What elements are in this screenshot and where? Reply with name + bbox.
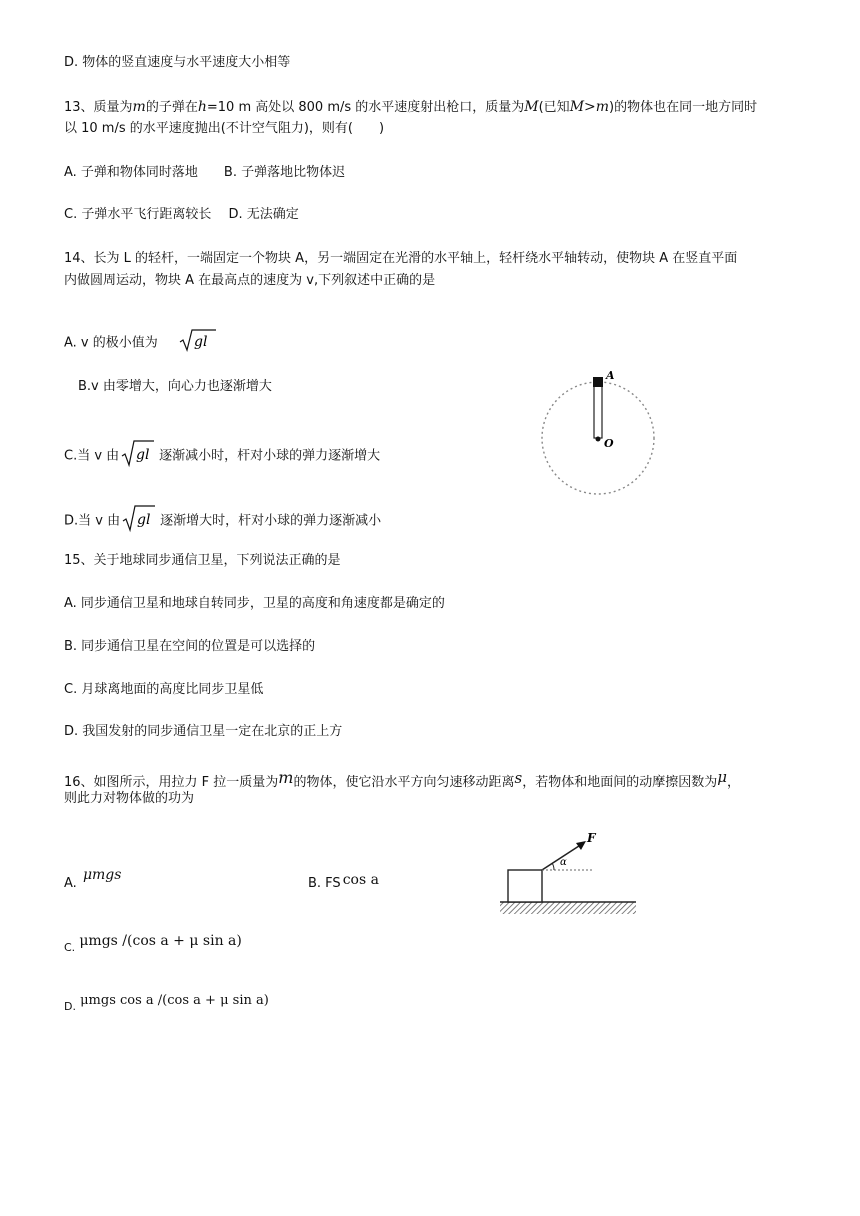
q16-option-c-label: C. [64, 941, 76, 954]
q16-option-c-expr: μmgs /(cos a + μ sin a) [79, 933, 242, 949]
q16-option-b-expr: cos a [342, 872, 379, 888]
q15-option-a: A. 同步通信卫星和地球自转同步，卫星的高度和角速度都是确定的 [64, 596, 445, 611]
sqrt-gl-expression [178, 327, 218, 359]
ground-hatching [500, 902, 636, 914]
label-o: O [604, 437, 614, 450]
q14-option-a [64, 327, 224, 359]
q13-stem-line1 [64, 98, 757, 117]
light-rod [594, 384, 602, 438]
q14-option-a-text: A. v 的极小值为 [64, 335, 158, 351]
q16-var-s: s [514, 769, 523, 787]
q16-option-c [64, 932, 242, 954]
q13-var-h: h [197, 99, 207, 115]
q15-stem: 15、关于地球同步通信卫星，下列说法正确的是 [64, 553, 341, 568]
label-a: A [606, 369, 615, 382]
angle-arc [552, 863, 554, 870]
q12-option-d: D. 物体的竖直速度与水平速度大小相等 [64, 55, 291, 70]
q16-stem-part4: ， [726, 775, 740, 790]
sqrt-gl-text: gl [136, 447, 150, 463]
q14-option-d-suffix: 逐渐增大时，杆对小球的弹力逐渐减小 [160, 513, 382, 529]
axis-point-o [596, 437, 601, 442]
q16-option-b-label: B. FS [308, 876, 341, 891]
q14-option-c [64, 438, 380, 474]
q16-option-a [64, 867, 122, 893]
block-a [593, 377, 603, 387]
q13-stem-part1: 13、质量为 [64, 100, 133, 115]
q14-option-b: B.v 由零增大，向心力也逐渐增大 [78, 379, 272, 394]
sqrt-gl-text: gl [137, 512, 151, 528]
q15-option-d: D. 我国发射的同步通信卫星一定在北京的正上方 [64, 724, 343, 739]
sqrt-gl-expression [122, 503, 156, 539]
q16-option-a-expr: μmgs [82, 867, 122, 883]
sqrt-sign-icon [121, 438, 155, 468]
q13-condition: M>m [569, 99, 610, 115]
q13-var-M: M [524, 99, 539, 115]
sqrt-sign-icon [122, 503, 156, 533]
q15-option-c: C. 月球离地面的高度比同步卫星低 [64, 682, 264, 697]
q16-option-d-label: D. [64, 1000, 76, 1013]
q16-var-m: m [278, 768, 294, 787]
q13-options-ab: A. 子弹和物体同时落地 B. 子弹落地比物体迟 [64, 165, 346, 180]
q15-option-b: B. 同步通信卫星在空间的位置是可以选择的 [64, 639, 316, 654]
q16-stem-line2: 则此力对物体做的功为 [64, 791, 195, 806]
q16-option-b [308, 874, 379, 893]
arrow-head-icon [576, 841, 586, 850]
q14-stem-line2: 内做圆周运动，物块 A 在最高点的速度为 v,下列叙述中正确的是 [64, 273, 436, 288]
q14-option-d [64, 503, 381, 539]
q16-var-mu: μ [717, 768, 727, 786]
q16-stem-line1 [64, 768, 740, 792]
block [508, 870, 542, 902]
sqrt-sign-icon [178, 327, 218, 353]
q16-option-d [64, 992, 269, 1013]
q16-force-figure [496, 830, 640, 922]
q13-var-m: m [132, 99, 146, 115]
q14-option-c-prefix: C.当 v 由 [64, 448, 120, 464]
q13-stem-line2: 以 10 m/s 的水平速度抛出(不计空气阻力)，则有( ) [64, 121, 385, 136]
q13-stem-part4: (已知 [538, 100, 570, 115]
label-f: F [587, 831, 596, 845]
q14-option-d-prefix: D.当 v 由 [64, 513, 121, 529]
q13-options-cd: C. 子弹水平飞行距离较长 D. 无法确定 [64, 207, 299, 222]
q14-option-c-suffix: 逐渐减小时，杆对小球的弹力逐渐增大 [159, 448, 381, 464]
q14-circle-rod-figure [536, 368, 664, 498]
q13-stem-part3: =10 m 高处以 800 m/s 的水平速度射出枪口，质量为 [206, 100, 525, 115]
q16-stem-part2: 的物体，使它沿水平方向匀速移动距离 [293, 775, 515, 790]
q16-stem-part1: 16、如图所示，用拉力 F 拉一质量为 [64, 775, 279, 790]
label-alpha: α [560, 857, 567, 868]
q13-stem-part5: )的物体也在同一地方同时 [609, 100, 758, 115]
sqrt-gl-expression [121, 438, 155, 474]
q16-stem-part3: ，若物体和地面间的动摩擦因数为 [522, 775, 718, 790]
q14-stem-line1: 14、长为 L 的轻杆，一端固定一个物块 A，另一端固定在光滑的水平轴上，轻杆绕水平轴转动，使物块 A 在竖直平面 [64, 251, 738, 266]
q16-option-d-expr: μmgs cos a /(cos a + μ sin a) [80, 993, 269, 1008]
q13-stem-part2: 的子弹在 [145, 100, 198, 115]
sqrt-gl-text: gl [193, 334, 208, 350]
q16-option-a-label: A. [64, 876, 77, 891]
